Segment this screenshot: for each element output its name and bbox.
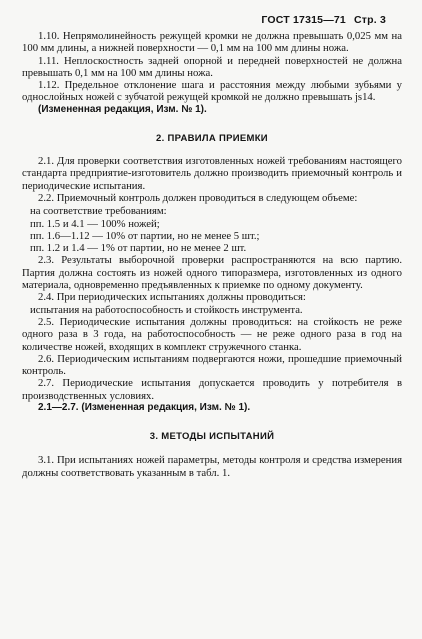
section-3-heading: 3. МЕТОДЫ ИСПЫТАНИЙ <box>149 431 275 443</box>
standard-number: ГОСТ 17315—71 <box>261 14 346 26</box>
page-body <box>22 30 402 479</box>
clause-3-1: 3.1. При испытаниях ножей параметры, методы контроля и средства измерения должны соответствовать указанным в табл. 1. <box>22 454 402 479</box>
clause-2-6: 2.6. Периодическим испытаниям подвергаются ножи, прошедшие приемочный контроль. <box>22 352 402 378</box>
clause-2-1: 2.1. Для проверки соответствия изготовленных ножей требованиям настоящего стандарта предприятие-изготовитель должно производить приемочный контроль и периодические испытания. <box>22 155 402 192</box>
acceptance-list-lead: на соответствие требованиям: <box>30 205 167 218</box>
clause-1-12: 1.12. Предельное отклонение шага и расстояния между любыми зубьями у однослойных ножей с зубчатой режущей кромкой не должно превышать js14. <box>22 79 402 104</box>
revision-note-1: (Измененная редакция, Изм. № 1). <box>38 103 207 115</box>
clause-2-2: 2.2. Приемочный контроль должен проводиться в следующем объеме: <box>38 191 358 204</box>
clause-2-4: 2.4. При периодических испытаниях должны проводиться: <box>38 291 306 304</box>
section-2-heading: 2. ПРАВИЛА ПРИЕМКИ <box>156 133 268 145</box>
clause-1-10: 1.10. Непрямолинейность режущей кромки не должна превышать 0,025 мм на 100 мм длины, а нижней поверхности — 0,1 мм на 100 мм длины ножа. <box>22 30 402 55</box>
clause-2-7: 2.7. Периодические испытания допускается проводить у потребителя в производственных условиях. <box>22 377 402 402</box>
clause-2-5: 2.5. Периодические испытания должны проводиться: на стойкость не реже одного раза в 3 года, на работоспособность — не реже одного раза в год на количестве ножей, входящих в комплект стружечного станка. <box>22 315 402 353</box>
page-header <box>261 14 386 26</box>
clause-2-4-lead: испытания на работоспособность и стойкость инструмента. <box>30 303 303 316</box>
acceptance-list <box>22 205 402 254</box>
list-item: пп. 1.6—1.12 — 10% от партии, но не менее 5 шт.; <box>30 229 260 242</box>
page-number: Стр. 3 <box>353 14 386 26</box>
revision-note-2: 2.1—2.7. (Измененная редакция, Изм. № 1). <box>38 402 251 414</box>
list-item: пп. 1.5 и 4.1 — 100% ножей; <box>30 217 160 230</box>
clause-1-11: 1.11. Неплоскостность задней опорной и передней поверхностей не должна превышать 0,1 мм на 100 мм длины ножа. <box>22 54 402 79</box>
clause-2-3: 2.3. Результаты выборочной проверки распространяются на всю партию. Партия должна состоять из ножей одного типоразмера, изготовленных из одного материала, одновременно предъявленных к приемке по одному документу. <box>22 254 402 292</box>
list-item: пп. 1.2 и 1.4 — 1% от партии, но не менее 2 шт. <box>30 242 247 255</box>
